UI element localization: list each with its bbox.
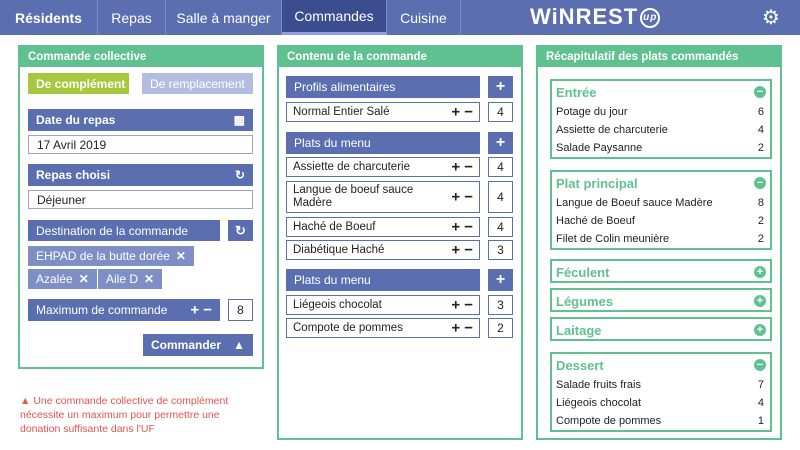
section-header[interactable]: Dessert −: [552, 354, 770, 376]
plats-menu-bar-2: Plats du menu: [286, 269, 480, 291]
max-label-bar: Maximum de commande + −: [28, 299, 220, 321]
collapse-icon[interactable]: −: [754, 86, 766, 98]
plus-minus-stepper[interactable]: + −: [451, 158, 473, 176]
add-plat-button[interactable]: +: [488, 132, 513, 154]
list-item: Assiette de charcuterie + −: [286, 157, 480, 177]
tag-ehpad: EHPAD de la butte dorée ✕: [28, 246, 194, 266]
remove-icon[interactable]: ✕: [78, 272, 89, 286]
date-label-bar: Date du repas ▦: [28, 109, 253, 131]
plats-menu-bar: Plats du menu: [286, 132, 480, 154]
list-item: Salade Paysanne 2: [556, 142, 764, 154]
warning-message: ▲ Une commande collective de complément nécessite un maximum pour permettre une donation suffisante dans l'UF: [20, 395, 229, 435]
qty-field[interactable]: 3: [488, 240, 513, 260]
profils-bar: Profils alimentaires: [286, 76, 480, 98]
plus-minus-stepper[interactable]: + −: [451, 218, 473, 236]
tag-azalee: Azalée ✕: [28, 269, 97, 289]
tab-salle-a-manger[interactable]: Salle à manger: [166, 0, 282, 35]
section-header[interactable]: Laitage +: [552, 319, 770, 341]
destination-label-bar: Destination de la commande: [28, 220, 220, 241]
panel-title: Commande collective: [20, 47, 262, 67]
order-icon: ▲: [233, 338, 245, 352]
list-item: Assiette de charcuterie 4: [556, 124, 764, 136]
add-plat-button[interactable]: +: [488, 269, 513, 291]
expand-icon[interactable]: +: [754, 266, 766, 278]
section-header[interactable]: Plat principal −: [552, 172, 770, 194]
gear-icon[interactable]: ⚙: [762, 7, 780, 29]
tag-aile-d: Aile D ✕: [98, 269, 162, 289]
section-laitage[interactable]: [550, 317, 772, 341]
section-entree: [550, 79, 772, 159]
plus-minus-stepper[interactable]: + −: [451, 103, 473, 121]
calendar-icon[interactable]: ▦: [233, 113, 245, 127]
top-nav: [0, 0, 800, 35]
list-item: Filet de Colin meunière 2: [556, 233, 764, 245]
collapse-icon[interactable]: −: [754, 359, 766, 371]
section-feculent[interactable]: [550, 259, 772, 283]
repas-label-bar: Repas choisi ↻: [28, 164, 253, 186]
list-item: Liégeois chocolat 4: [556, 397, 764, 409]
plus-minus-stepper[interactable]: + −: [451, 319, 473, 337]
complement-button[interactable]: De complément: [28, 73, 129, 94]
qty-field[interactable]: 3: [488, 295, 513, 315]
panel-title: Récapitulatif des plats commandés: [538, 47, 780, 67]
recap-panel: [536, 45, 782, 440]
list-item: Langue de boeuf sauce Madère + −: [286, 181, 480, 213]
plus-minus-stepper[interactable]: + −: [451, 296, 473, 314]
section-header[interactable]: Féculent +: [552, 261, 770, 283]
qty-field[interactable]: 4: [488, 181, 513, 213]
qty-field[interactable]: 4: [488, 157, 513, 177]
expand-icon[interactable]: +: [754, 295, 766, 307]
list-item: Compote de pommes 1: [556, 415, 764, 427]
list-item: Potage du jour 6: [556, 106, 764, 118]
repas-field[interactable]: Déjeuner: [28, 190, 253, 209]
list-item: Liégeois chocolat + −: [286, 295, 480, 315]
plus-minus-stepper[interactable]: + −: [451, 241, 473, 259]
list-item: Langue de Boeuf sauce Madère 8: [556, 197, 764, 209]
qty-field[interactable]: 4: [488, 217, 513, 237]
list-item: Diabétique Haché + −: [286, 240, 480, 260]
tab-cuisine[interactable]: Cuisine: [387, 0, 461, 35]
section-dessert: [550, 352, 772, 432]
list-item: Haché de Boeuf 2: [556, 215, 764, 227]
list-item: Normal Entier Salé + −: [286, 102, 480, 122]
expand-icon[interactable]: +: [754, 324, 766, 336]
winrest-logo: WiNREST up: [530, 4, 660, 30]
list-item: Haché de Boeuf + −: [286, 217, 480, 237]
tab-commandes[interactable]: Commandes: [282, 0, 387, 35]
qty-field[interactable]: 4: [488, 102, 513, 122]
remove-icon[interactable]: ✕: [175, 249, 186, 263]
remplacement-button[interactable]: De remplacement: [142, 73, 253, 94]
warning-icon: ▲: [20, 395, 34, 407]
list-item: Compote de pommes + −: [286, 318, 480, 338]
plus-minus-stepper[interactable]: + −: [190, 301, 212, 319]
date-field[interactable]: 17 Avril 2019: [28, 135, 253, 154]
tab-repas[interactable]: Repas: [98, 0, 166, 35]
add-profil-button[interactable]: +: [488, 76, 513, 98]
plus-minus-stepper[interactable]: + −: [451, 188, 473, 206]
tab-residents[interactable]: Résidents: [0, 0, 98, 35]
remove-icon[interactable]: ✕: [144, 272, 155, 286]
panel-title: Contenu de la commande: [279, 47, 521, 67]
refresh-icon[interactable]: ↻: [234, 168, 245, 182]
commander-button[interactable]: Commander ▲: [143, 334, 253, 356]
section-plat-principal: [550, 170, 772, 250]
collapse-icon[interactable]: −: [754, 177, 766, 189]
destination-refresh-icon[interactable]: ↻: [228, 220, 253, 241]
max-value-field[interactable]: 8: [228, 299, 253, 321]
section-header[interactable]: Entrée −: [552, 81, 770, 103]
list-item: Salade fruits frais 7: [556, 379, 764, 391]
qty-field[interactable]: 2: [488, 318, 513, 338]
section-header[interactable]: Légumes +: [552, 290, 770, 312]
section-legumes[interactable]: [550, 288, 772, 312]
